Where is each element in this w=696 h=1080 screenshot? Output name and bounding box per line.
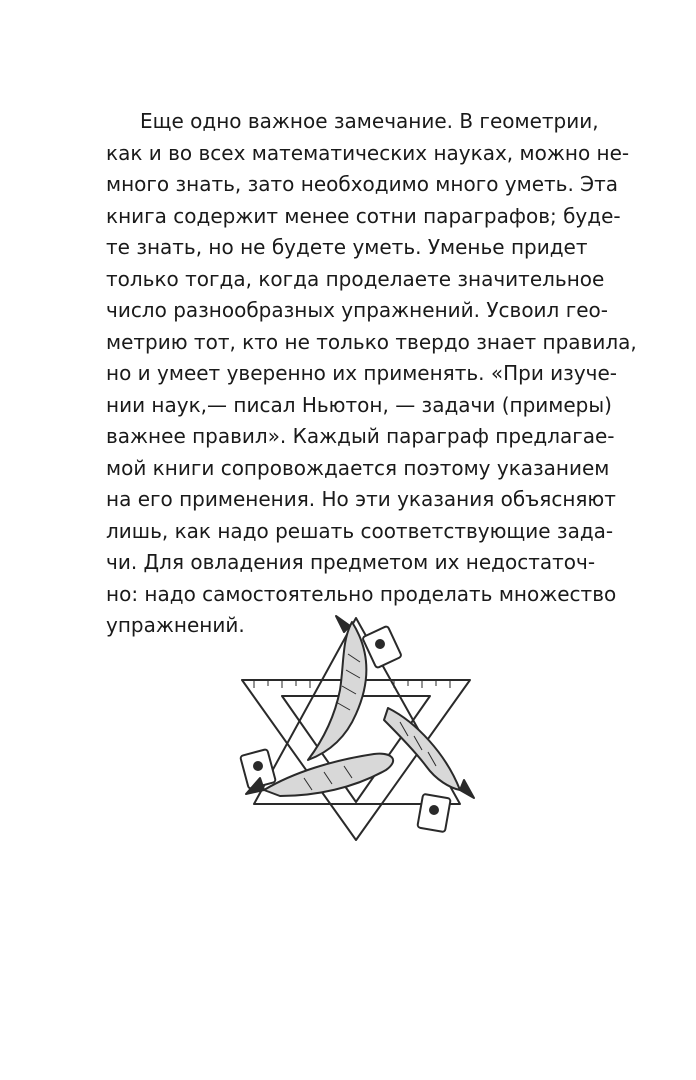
paragraph-line: лишь, как надо решать соответствующие зада- <box>106 518 614 543</box>
paragraph-line: мой книги сопровождается поэтому указанием <box>106 455 610 480</box>
paragraph-line: важнее правил». Каждый параграф предлагае- <box>106 424 615 448</box>
paragraph-line: на его применения. Но эти указания объясняют <box>106 487 616 511</box>
paragraph-line: только тогда, когда проделаете значительное <box>106 266 605 291</box>
paragraph-line: метрию тот, кто не только твердо знает правила, <box>106 329 637 354</box>
paragraph-line: много знать, зато необходимо много уметь. Эта <box>106 172 619 196</box>
triangles-fish-illustration <box>224 604 486 850</box>
paragraph-line: те знать, но не будете уметь. Уменье придет <box>106 235 588 259</box>
paragraph-line: книга содержит менее сотни параграфов; буде- <box>106 203 621 228</box>
paragraph-line: нии наук,— писал Ньютон, — задачи (примеры) <box>106 392 612 417</box>
paragraph-line: как и во всех математических науках, можно не- <box>106 140 630 165</box>
paragraph-line: но и умеет уверенно их применять. «При изуче- <box>106 361 617 385</box>
main-paragraph <box>106 106 637 642</box>
paragraph-line: Еще одно важное замечание. В геометрии, <box>140 109 599 133</box>
paragraph-line: но: надо самостоятельно проделать множество <box>106 581 617 606</box>
paragraph-line: число разнообразных упражнений. Усвоил гео- <box>106 298 608 322</box>
paragraph-line: упражнений. <box>106 613 245 637</box>
paragraph-line: чи. Для овладения предметом их недостаточ- <box>106 550 596 574</box>
